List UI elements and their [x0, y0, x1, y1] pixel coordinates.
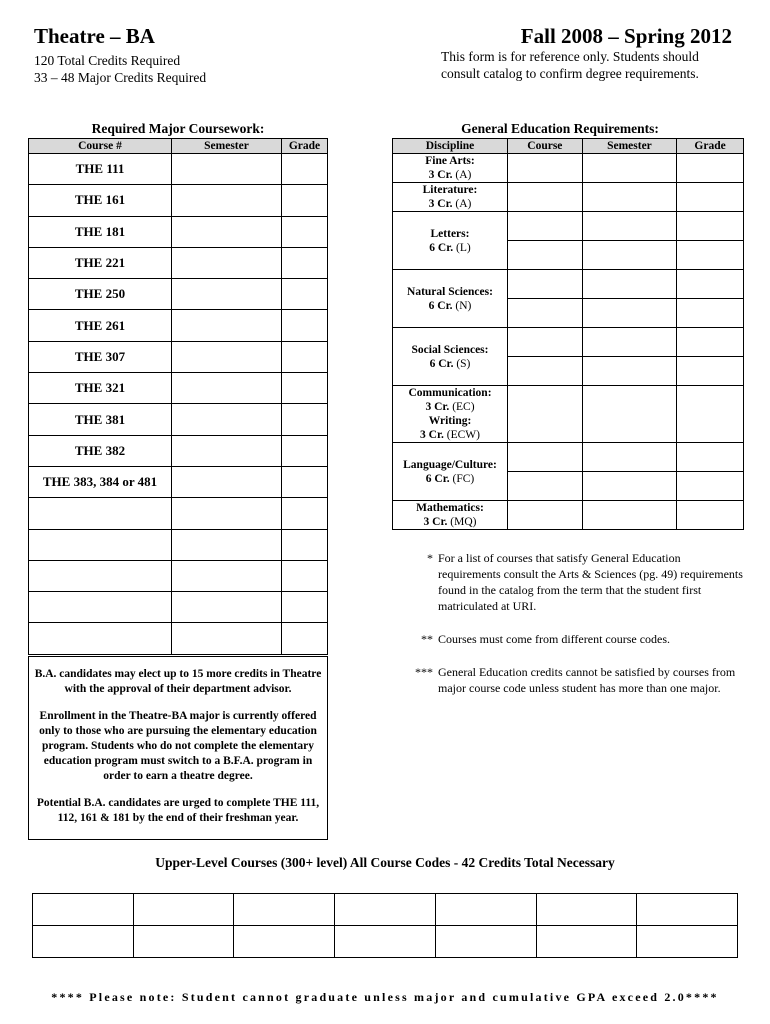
grade-cell[interactable] [677, 241, 744, 270]
grade-cell[interactable] [677, 212, 744, 241]
course-number-cell: THE 181 [29, 216, 172, 247]
semester-cell[interactable] [582, 299, 676, 328]
major-credits: 33 – 48 Major Credits Required [34, 70, 207, 85]
course-code: (FC) [452, 472, 475, 485]
ba-notes-box [28, 656, 328, 840]
reference-line-2: consult catalog to confirm degree requirements. [441, 66, 699, 81]
gen-ed-row-letters-1 [393, 212, 744, 241]
semester-cell[interactable] [172, 592, 282, 623]
upper-level-cell[interactable] [335, 894, 436, 926]
credit-count: 3 Cr. [428, 198, 453, 210]
grade-cell[interactable] [677, 501, 744, 530]
discipline-communication [393, 386, 508, 443]
credit-count: 3 Cr. [425, 401, 450, 413]
course-number-cell: THE 261 [29, 310, 172, 341]
semester-cell[interactable] [172, 560, 282, 591]
grade-cell[interactable] [282, 341, 328, 372]
major-course-row [29, 185, 328, 216]
grade-cell[interactable] [677, 386, 744, 443]
upper-level-cell[interactable] [33, 894, 134, 926]
grade-cell[interactable] [282, 154, 328, 185]
grade-cell[interactable] [282, 247, 328, 278]
footnote-mark: *** [415, 665, 433, 679]
grade-cell[interactable] [677, 270, 744, 299]
course-cell[interactable] [508, 241, 583, 270]
discipline-natural-sciences [393, 270, 508, 328]
upper-level-cell[interactable] [234, 926, 335, 958]
discipline-name: Fine Arts: [425, 155, 475, 167]
discipline-language-culture [393, 443, 508, 501]
upper-level-cell[interactable] [33, 926, 134, 958]
footnote-2 [403, 631, 743, 647]
grade-cell[interactable] [677, 328, 744, 357]
credit-requirements [34, 52, 206, 86]
course-code: (N) [455, 299, 472, 312]
major-course-row [29, 373, 328, 404]
discipline-social-sciences [393, 328, 508, 386]
major-course-row [29, 310, 328, 341]
major-coursework-title: Required Major Coursework: [91, 121, 265, 136]
semester-cell[interactable] [172, 529, 282, 560]
semester-cell[interactable] [172, 373, 282, 404]
grade-cell[interactable] [282, 435, 328, 466]
footnote-1 [403, 550, 743, 614]
upper-level-cell[interactable] [536, 894, 637, 926]
course-number-cell: THE 161 [29, 185, 172, 216]
major-course-row [29, 623, 328, 654]
course-number-cell[interactable] [29, 529, 172, 560]
semester-cell[interactable] [582, 501, 676, 530]
semester-cell[interactable] [172, 466, 282, 497]
discipline-name: Language/Culture: [403, 458, 497, 471]
semester-cell[interactable] [582, 386, 676, 443]
major-course-row [29, 498, 328, 529]
course-number-cell[interactable] [29, 498, 172, 529]
grade-header: Grade [282, 139, 328, 154]
discipline-letters [393, 212, 508, 270]
grade-cell[interactable] [282, 279, 328, 310]
gen-ed-row-social-1 [393, 328, 744, 357]
gen-ed-row-natural-1 [393, 270, 744, 299]
discipline-name: Writing: [428, 415, 472, 427]
credit-count: 3 Cr. [423, 516, 448, 528]
upper-level-cell[interactable] [435, 894, 536, 926]
gen-ed-title: General Education Requirements: [461, 121, 659, 136]
course-cell[interactable] [508, 328, 583, 357]
footnote-text: For a list of courses that satisfy General Education requirements consult the Arts & Sciences (pg. 49) requirements found in the catalog from the term that the student first matriculated at URI. [438, 551, 743, 613]
discipline-mathematics [393, 501, 508, 530]
course-number-header: Course # [29, 139, 172, 154]
footnote-mark: ** [421, 632, 433, 646]
major-course-row [29, 247, 328, 278]
major-course-row [29, 216, 328, 247]
grade-cell[interactable] [677, 357, 744, 386]
gen-ed-row-literature [393, 183, 744, 212]
discipline-name: Social Sciences: [411, 343, 489, 356]
course-number-cell: THE 382 [29, 435, 172, 466]
reference-line-1: This form is for reference only. Students should [441, 49, 699, 64]
reference-disclaimer [441, 48, 699, 82]
semester-cell[interactable] [582, 183, 676, 212]
semester-cell[interactable] [172, 216, 282, 247]
gen-ed-row-language-1 [393, 443, 744, 472]
gen-ed-table [392, 138, 744, 530]
upper-level-title: Upper-Level Courses (300+ level) All Course Codes - 42 Credits Total Necessary [155, 855, 615, 870]
footnote-3 [403, 664, 743, 696]
course-number-cell: THE 250 [29, 279, 172, 310]
semester-cell[interactable] [172, 435, 282, 466]
semester-cell[interactable] [172, 185, 282, 216]
semester-cell[interactable] [172, 404, 282, 435]
course-code: (A) [455, 169, 472, 181]
upper-level-cell[interactable] [435, 926, 536, 958]
grade-header: Grade [677, 139, 744, 154]
course-number-cell: THE 321 [29, 373, 172, 404]
gen-ed-footnotes [403, 550, 743, 713]
credit-count: 3 Cr. [420, 429, 444, 441]
semester-cell[interactable] [172, 341, 282, 372]
major-header-row [29, 139, 328, 154]
grade-cell[interactable] [282, 498, 328, 529]
upper-level-cell[interactable] [637, 894, 738, 926]
semester-cell[interactable] [582, 154, 676, 183]
major-course-row [29, 154, 328, 185]
course-cell[interactable] [508, 501, 583, 530]
course-code: (ECW) [446, 429, 480, 441]
course-code: (A) [455, 198, 472, 210]
semester-header: Semester [172, 139, 282, 154]
grade-cell[interactable] [282, 216, 328, 247]
upper-level-cell[interactable] [133, 894, 234, 926]
semester-cell[interactable] [582, 357, 676, 386]
major-coursework-table [28, 138, 328, 655]
grade-cell[interactable] [282, 529, 328, 560]
discipline-header: Discipline [393, 139, 508, 154]
semester-cell[interactable] [172, 247, 282, 278]
course-number-cell: THE 383, 384 or 481 [29, 466, 172, 497]
course-cell[interactable] [508, 472, 583, 501]
major-course-row [29, 341, 328, 372]
course-number-cell: THE 381 [29, 404, 172, 435]
semester-cell[interactable] [582, 443, 676, 472]
gpa-warning: **** Please note: Student cannot graduate unless major and cumulative GPA exceed 2.0**** [51, 990, 719, 1004]
semester-cell[interactable] [172, 498, 282, 529]
grade-cell[interactable] [282, 466, 328, 497]
grade-cell[interactable] [677, 183, 744, 212]
course-number-cell: THE 111 [29, 154, 172, 185]
discipline-fine-arts [393, 154, 508, 183]
grade-cell[interactable] [282, 560, 328, 591]
course-code: (MQ) [450, 516, 477, 528]
course-number-cell[interactable] [29, 623, 172, 654]
upper-level-table [32, 893, 738, 958]
discipline-literature [393, 183, 508, 212]
semester-cell[interactable] [172, 154, 282, 185]
major-course-row [29, 592, 328, 623]
course-cell[interactable] [508, 270, 583, 299]
semester-cell[interactable] [582, 472, 676, 501]
credit-count: 6 Cr. [429, 357, 454, 370]
major-course-row [29, 466, 328, 497]
discipline-name: Letters: [430, 227, 470, 240]
grade-cell[interactable] [282, 373, 328, 404]
upper-level-row [33, 894, 738, 926]
grade-cell[interactable] [677, 299, 744, 328]
grade-cell[interactable] [282, 404, 328, 435]
upper-level-cell[interactable] [536, 926, 637, 958]
major-course-row [29, 279, 328, 310]
course-code: (EC) [452, 401, 475, 413]
course-number-cell[interactable] [29, 560, 172, 591]
gen-ed-row-communication [393, 386, 744, 443]
major-course-row [29, 435, 328, 466]
footnote-text: General Education credits cannot be satisfied by courses from major course code unless student has more than one major. [438, 665, 736, 695]
semester-cell[interactable] [582, 270, 676, 299]
grade-cell[interactable] [282, 592, 328, 623]
course-cell[interactable] [508, 154, 583, 183]
upper-level-cell[interactable] [133, 926, 234, 958]
course-number-cell[interactable] [29, 592, 172, 623]
course-cell[interactable] [508, 386, 583, 443]
gen-ed-header-row [393, 139, 744, 154]
program-title: Theatre – BA [34, 24, 155, 48]
course-number-cell: THE 307 [29, 341, 172, 372]
note-freshman-courses: Potential B.A. candidates are urged to complete THE 111, 112, 161 & 181 by the end of their freshman year. [36, 797, 320, 824]
course-cell[interactable] [508, 212, 583, 241]
semester-cell[interactable] [582, 241, 676, 270]
footnote-text: Courses must come from different course codes. [438, 632, 671, 646]
semester-header: Semester [582, 139, 676, 154]
grade-cell[interactable] [677, 443, 744, 472]
discipline-name: Mathematics: [416, 502, 484, 514]
major-course-row [29, 560, 328, 591]
grade-cell[interactable] [282, 310, 328, 341]
note-elective-credits: B.A. candidates may elect up to 15 more credits in Theatre with the approval of their department advisor. [34, 668, 322, 695]
upper-level-row [33, 926, 738, 958]
upper-level-cell[interactable] [335, 926, 436, 958]
course-code: (S) [456, 357, 471, 370]
course-cell[interactable] [508, 183, 583, 212]
semester-cell[interactable] [582, 212, 676, 241]
total-credits: 120 Total Credits Required [34, 53, 181, 68]
gen-ed-row-fine-arts [393, 154, 744, 183]
credit-count: 6 Cr. [428, 299, 453, 312]
discipline-name: Natural Sciences: [407, 285, 493, 298]
course-cell[interactable] [508, 357, 583, 386]
gen-ed-row-math [393, 501, 744, 530]
catalog-term: Fall 2008 – Spring 2012 [520, 24, 732, 48]
semester-cell[interactable] [172, 310, 282, 341]
credit-count: 6 Cr. [429, 241, 454, 254]
note-enrollment: Enrollment in the Theatre-BA major is currently offered only to those who are pursuing the elementary education program. Students who do not complete the elementary education program must switch to a B.F.A. program in order to earn a theatre degree. [39, 710, 317, 782]
semester-cell[interactable] [172, 279, 282, 310]
discipline-name: Literature: [422, 184, 478, 196]
credit-count: 6 Cr. [425, 472, 450, 485]
course-number-cell: THE 221 [29, 247, 172, 278]
grade-cell[interactable] [677, 154, 744, 183]
course-cell[interactable] [508, 299, 583, 328]
upper-level-cell[interactable] [637, 926, 738, 958]
grade-cell[interactable] [282, 623, 328, 654]
upper-level-cell[interactable] [234, 894, 335, 926]
credit-count: 3 Cr. [428, 169, 453, 181]
course-code: (L) [456, 241, 471, 254]
course-cell[interactable] [508, 443, 583, 472]
semester-cell[interactable] [172, 623, 282, 654]
grade-cell[interactable] [677, 472, 744, 501]
major-course-row [29, 404, 328, 435]
major-course-row [29, 529, 328, 560]
discipline-name: Communication: [408, 387, 492, 399]
course-header: Course [508, 139, 583, 154]
grade-cell[interactable] [282, 185, 328, 216]
footnote-mark: * [427, 551, 433, 565]
semester-cell[interactable] [582, 328, 676, 357]
